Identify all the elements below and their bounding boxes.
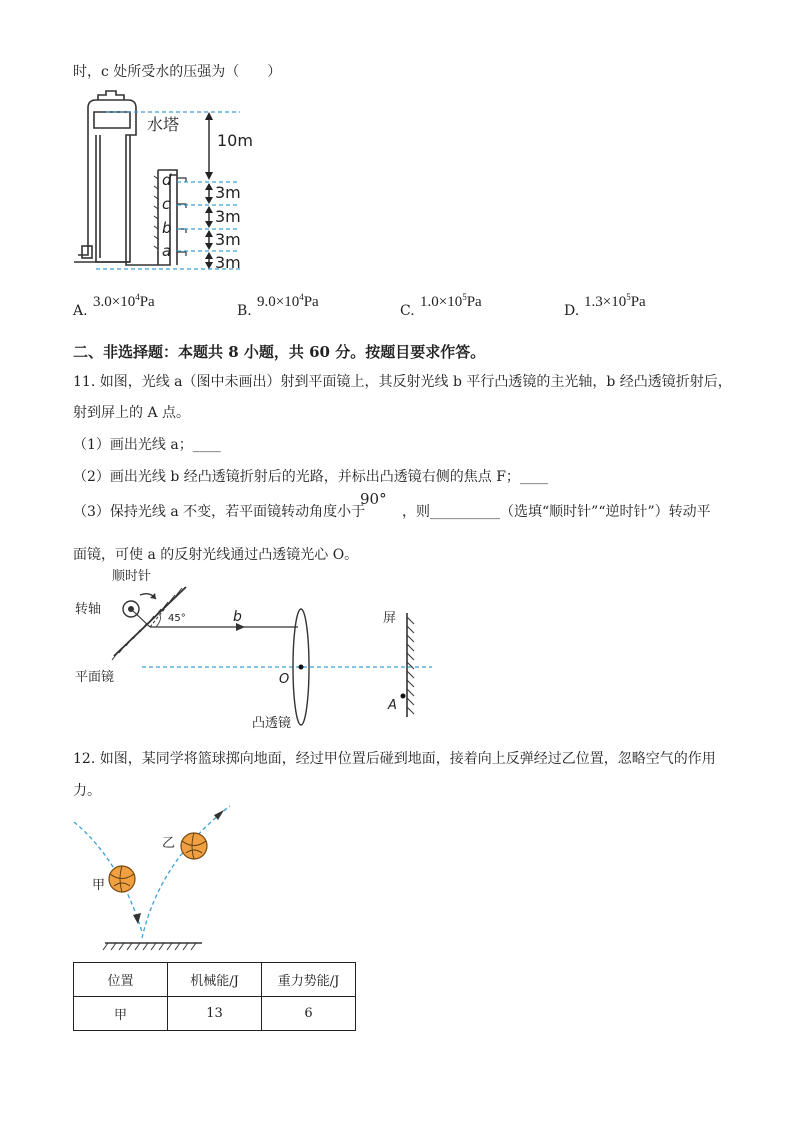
option-c[interactable]: C. $1.0\times 10^5Pa$ (400, 292, 482, 319)
option-b[interactable]: B. $9.0\times 10^4Pa$ (237, 292, 319, 319)
table-header: 重力势能/J (262, 963, 356, 997)
option-d[interactable]: D. $1.3\times 10^5Pa$ (564, 292, 646, 319)
tower-label: 水塔 (147, 115, 180, 134)
q11-angle: 90° (360, 490, 387, 508)
basketball-figure (70, 800, 260, 955)
q12-line2: 力。 (73, 783, 101, 799)
water-tower-figure (70, 90, 270, 275)
option-a[interactable]: A. $3.0\times 10^4Pa$ (73, 292, 155, 319)
lens-label: 凸透镜 (252, 716, 292, 731)
mirror-label: 平面镜 (75, 670, 115, 685)
spacing-label: 3m (215, 207, 241, 226)
section-heading: 二、非选择题：本题共 8 小题，共 60 分。按题目要求作答。 (73, 343, 486, 361)
spacing-label: 3m (215, 230, 241, 249)
q12-line1: 12. 如图，某同学将篮球掷向地面，经过甲位置后碰到地面，接着向上反弹经过乙位置，忽略空气的作用 (73, 751, 716, 767)
table-cell: 6 (262, 997, 356, 1031)
spacing-label: 3m (215, 253, 241, 272)
q11-line2: 射到屏上的 A 点。 (73, 405, 191, 421)
spacing-label: 3m (215, 183, 241, 202)
energy-table (73, 962, 356, 1031)
q11-sub2: （2）画出光线 b 经凸透镜折射后的光路，并标出凸透镜右侧的焦点 F；____ (73, 469, 548, 485)
point-label: d (162, 171, 172, 189)
screen-label: 屏 (383, 611, 397, 626)
point-a-label: A (388, 698, 397, 713)
table-header: 位置 (74, 963, 168, 997)
q11-sub3c: 面镜，可使 a 的反射光线通过凸透镜光心 O。 (73, 547, 359, 563)
clockwise-label: 顺时针 (112, 569, 152, 584)
point-label: c (162, 195, 171, 213)
table-header: 机械能/J (168, 963, 262, 997)
table-header-row (74, 963, 356, 997)
q11-sub3a: （3）保持光线 a 不变，若平面镜转动角度小于 (73, 504, 366, 520)
table-cell: 13 (168, 997, 262, 1031)
angle-label: 45° (168, 613, 186, 624)
point-label: b (162, 219, 172, 237)
q11-line1: 11. 如图，光线 a（图中未画出）射到平面镜上，其反射光线 b 平行凸透镜的主光轴，b 经凸透镜折射后， (73, 374, 732, 390)
pos-yi-label: 乙 (162, 836, 176, 851)
axis-label: 转轴 (75, 602, 102, 617)
point-label: a (162, 242, 172, 260)
q11-sub3b: ，则__________（选填“顺时针”“逆时针”）转动平 (402, 504, 711, 520)
ray-b-label: b (233, 609, 242, 625)
pos-jia-label: 甲 (92, 878, 106, 893)
table-cell: 甲 (74, 997, 168, 1031)
q11-sub1: （1）画出光线 a；____ (73, 437, 221, 453)
q10-stem: 时，c 处所受水的压强为（ ） (73, 64, 282, 80)
optics-figure (70, 565, 450, 735)
height-10m: 10m (217, 131, 253, 150)
center-o-label: O (279, 672, 290, 687)
table-row (74, 997, 356, 1031)
